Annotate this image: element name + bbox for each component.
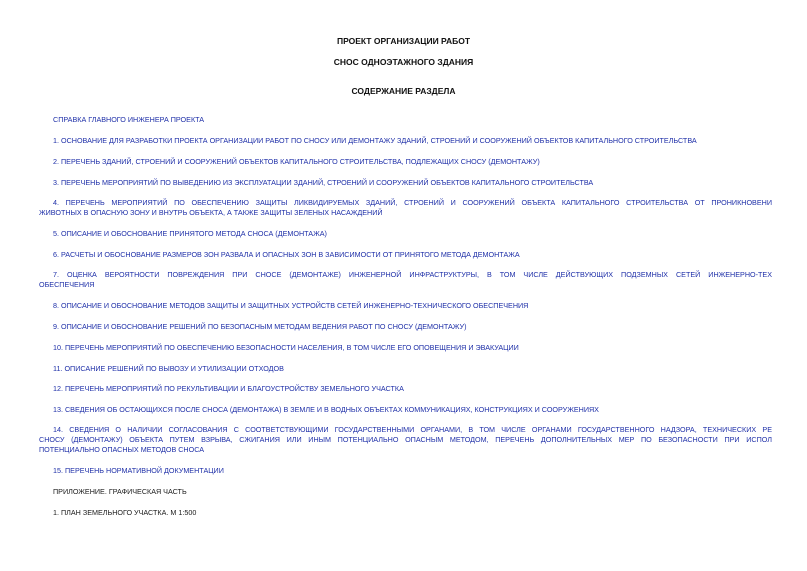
toc-link-item-14[interactable]: [39, 425, 772, 455]
appendix-item-1: 1. ПЛАН ЗЕМЕЛЬНОГО УЧАСТКА. М 1:500: [53, 508, 197, 517]
toc-item-7-line-2: ОБЕСПЕЧЕНИЯ: [39, 280, 95, 289]
toc-link-item-5[interactable]: 5. ОПИСАНИЕ И ОБОСНОВАНИЕ ПРИНЯТОГО МЕТОДА СНОСА (ДЕМОНТАЖА): [53, 229, 327, 238]
toc-link-item-11[interactable]: 11. ОПИСАНИЕ РЕШЕНИЙ ПО ВЫВОЗУ И УТИЛИЗАЦИИ ОТХОДОВ: [53, 364, 284, 373]
toc-link-item-6[interactable]: 6. РАСЧЕТЫ И ОБОСНОВАНИЕ РАЗМЕРОВ ЗОН РАЗВАЛА И ОПАСНЫХ ЗОН В ЗАВИСИМОСТИ ОТ ПРИНЯТОГО МЕТОДА ДЕМОНТАЖА: [53, 250, 520, 259]
toc-link-item-7[interactable]: [39, 270, 772, 290]
table-of-contents: [39, 110, 772, 530]
toc-link-item-15[interactable]: 15. ПЕРЕЧЕНЬ НОРМАТИВНОЙ ДОКУМЕНТАЦИИ: [53, 466, 224, 475]
toc-link-item-12[interactable]: 12. ПЕРЕЧЕНЬ МЕРОПРИЯТИЙ ПО РЕКУЛЬТИВАЦИИ И БЛАГОУСТРОЙСТВУ ЗЕМЕЛЬНОГО УЧАСТКА: [53, 384, 404, 393]
toc-link-item-8[interactable]: 8. ОПИСАНИЕ И ОБОСНОВАНИЕ МЕТОДОВ ЗАЩИТЫ И ЗАЩИТНЫХ УСТРОЙСТВ СЕТЕЙ ИНЖЕНЕРНО-ТЕХНИЧЕСКОГО ОБЕСПЕЧЕНИЯ: [53, 301, 529, 310]
toc-link-chief-engineer-note[interactable]: СПРАВКА ГЛАВНОГО ИНЖЕНЕРА ПРОЕКТА: [53, 115, 205, 124]
toc-link-item-3[interactable]: 3. ПЕРЕЧЕНЬ МЕРОПРИЯТИЙ ПО ВЫВЕДЕНИЮ ИЗ ЭКСПЛУАТАЦИИ ЗДАНИЙ, СТРОЕНИЙ И СООРУЖЕНИЙ ОБЪЕКТОВ КАПИТАЛЬНОГО СТРОИТЕЛЬСТВА: [53, 178, 594, 187]
document-title: ПРОЕКТ ОРГАНИЗАЦИИ РАБОТ: [336, 36, 471, 46]
toc-item-14-line-2: СНОСУ (ДЕМОНТАЖУ) ОБЪЕКТА ПУТЕМ ВЗРЫВА, СЖИГАНИЯ ИЛИ ИНЫМ ПОТЕНЦИАЛЬНО ОПАСНЫМ МЕТОДОМ, ПЕРЕЧЕНЬ ДОПОЛНИТЕЛЬНЫХ МЕР ПО БЕЗОПАСНОСТИ ПРИ ИСПОЛ: [39, 435, 772, 444]
toc-item-14-line-1: 14. СВЕДЕНИЯ О НАЛИЧИИ СОГЛАСОВАНИЯ С СООТВЕТСТВУЮЩИМИ ГОСУДАРСТВЕННЫМИ ОРГАНАМИ, В ТОМ ЧИСЛЕ ОРГАНАМИ ГОСУДАРСТВЕННОГО НАДЗОРА, ТЕХНИЧЕСКИХ РЕ: [53, 425, 772, 434]
toc-link-item-4[interactable]: [39, 198, 772, 218]
toc-link-item-10[interactable]: 10. ПЕРЕЧЕНЬ МЕРОПРИЯТИЙ ПО ОБЕСПЕЧЕНИЮ БЕЗОПАСНОСТИ НАСЕЛЕНИЯ, В ТОМ ЧИСЛЕ ЕГО ОПОВЕЩЕНИЯ И ЭВАКУАЦИИ: [53, 343, 519, 352]
toc-item-14-line-3: ПОТЕНЦИАЛЬНО ОПАСНЫХ МЕТОДОВ СНОСА: [39, 445, 205, 454]
toc-item-4-line-1: 4. ПЕРЕЧЕНЬ МЕРОПРИЯТИЙ ПО ОБЕСПЕЧЕНИЮ ЗАЩИТЫ ЛИКВИДИРУЕМЫХ ЗДАНИЙ, СТРОЕНИЙ И СООРУЖЕНИЙ ОБЪЕКТА КАПИТАЛЬНОГО СТРОИТЕЛЬСТВА ОТ ПРОНИКНОВЕНИ: [53, 198, 772, 207]
section-title: СОДЕРЖАНИЕ РАЗДЕЛА: [351, 86, 456, 96]
toc-item-4-line-2: ЖИВОТНЫХ В ОПАСНУЮ ЗОНУ И ВНУТРЬ ОБЪЕКТА, А ТАКЖЕ ЗАЩИТЫ ЗЕЛЕНЫХ НАСАЖДЕНИЙ: [39, 208, 383, 217]
toc-item-7-line-1: 7. ОЦЕНКА ВЕРОЯТНОСТИ ПОВРЕЖДЕНИЯ ПРИ СНОСЕ (ДЕМОНТАЖЕ) ИНЖЕНЕРНОЙ ИНФРАСТРУКТУРЫ, В ТОМ ЧИСЛЕ ДЕЙСТВУЮЩИХ ПОДЗЕМНЫХ СЕТЕЙ ИНЖЕНЕРНО-ТЕХ: [53, 270, 772, 279]
toc-link-item-13[interactable]: 13. СВЕДЕНИЯ ОБ ОСТАЮЩИХСЯ ПОСЛЕ СНОСА (ДЕМОНТАЖА) В ЗЕМЛЕ И В ВОДНЫХ ОБЪЕКТАХ КОММУНИКАЦИЯХ, КОНСТРУКЦИЯХ И СООРУЖЕНИЯХ: [53, 405, 599, 414]
toc-link-item-1[interactable]: 1. ОСНОВАНИЕ ДЛЯ РАЗРАБОТКИ ПРОЕКТА ОРГАНИЗАЦИИ РАБОТ ПО СНОСУ ИЛИ ДЕМОНТАЖУ ЗДАНИЙ, СТРОЕНИЙ И СООРУЖЕНИЙ ОБЪЕКТОВ КАПИТАЛЬНОГО СТРОИТЕЛЬСТВА: [53, 136, 697, 145]
toc-link-item-2[interactable]: 2. ПЕРЕЧЕНЬ ЗДАНИЙ, СТРОЕНИЙ И СООРУЖЕНИЙ ОБЪЕКТОВ КАПИТАЛЬНОГО СТРОИТЕЛЬСТВА, ПОДЛЕЖАЩИХ СНОСУ (ДЕМОНТАЖУ): [53, 157, 540, 166]
toc-link-item-9[interactable]: 9. ОПИСАНИЕ И ОБОСНОВАНИЕ РЕШЕНИЙ ПО БЕЗОПАСНЫМ МЕТОДАМ ВЕДЕНИЯ РАБОТ ПО СНОСУ (ДЕМОНТАЖУ): [53, 322, 467, 331]
document-subtitle: СНОС ОДНОЭТАЖНОГО ЗДАНИЯ: [333, 57, 474, 67]
appendix-heading: ПРИЛОЖЕНИЕ. ГРАФИЧЕСКАЯ ЧАСТЬ: [53, 487, 187, 496]
